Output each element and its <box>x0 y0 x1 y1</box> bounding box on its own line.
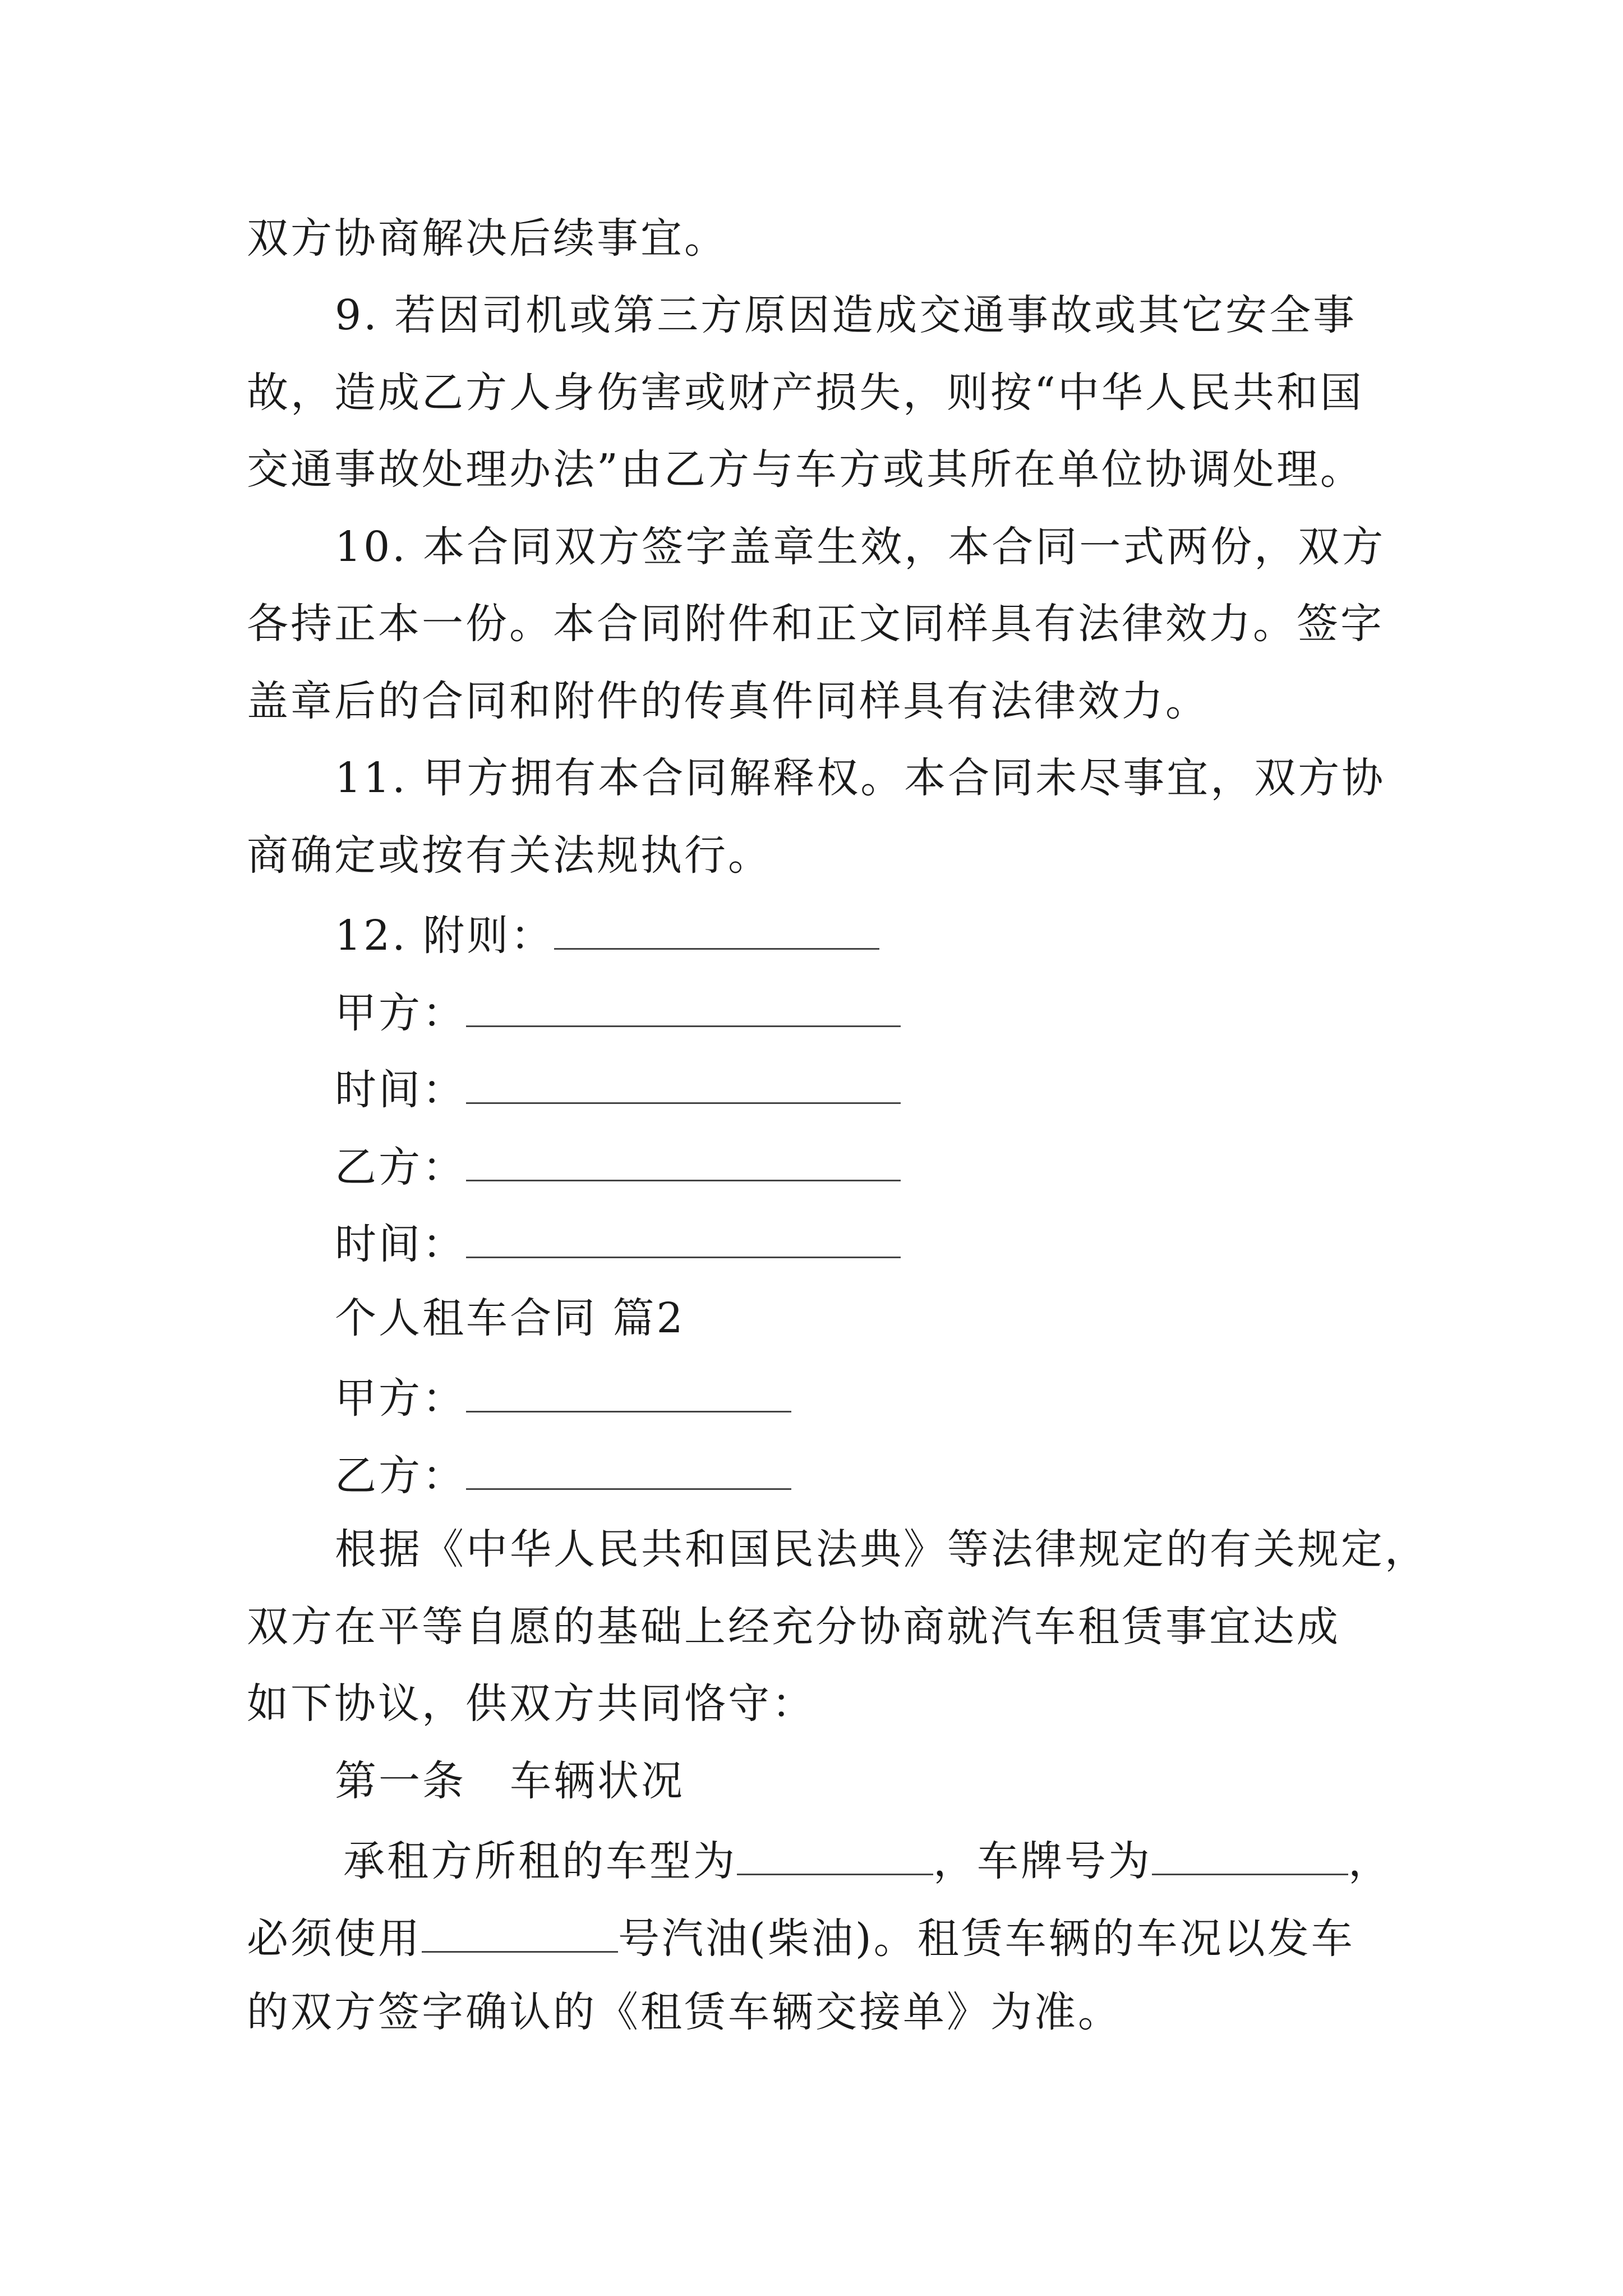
text: 的双方签字确认的《租赁车辆交接单》为准。 <box>247 1988 1122 2036</box>
text: 时间： <box>335 1220 466 1268</box>
party-a-line <box>335 1367 791 1427</box>
clause-10-line-1 <box>335 519 1385 575</box>
text: 必须使用 <box>247 1915 422 1963</box>
text: 乙方： <box>335 1143 466 1191</box>
time-line <box>335 1059 901 1118</box>
party-a-line <box>335 982 901 1041</box>
fill-blank <box>1152 1830 1348 1875</box>
text: 第一条 车辆状况 <box>335 1757 685 1805</box>
text: 双方在平等自愿的基础上经充分协商就汽车租赁事宜达成 <box>247 1603 1340 1651</box>
fill-blank <box>422 1907 618 1953</box>
text: 12. 附则： <box>335 912 555 960</box>
preamble-line-1 <box>335 1521 1428 1577</box>
text: 故，造成乙方人身伤害或财产损失，则按“中华人民共和国 <box>247 369 1364 417</box>
text: ，车牌号为 <box>933 1837 1152 1885</box>
party-b-line <box>335 1444 791 1504</box>
text: ， <box>1348 1837 1392 1885</box>
preamble-line-3 <box>247 1676 815 1732</box>
text: 根据《中华人民共和国民法典》等法律规定的有关规定， <box>335 1525 1428 1573</box>
fill-blank <box>466 1444 791 1490</box>
text: 盖章后的合同和附件的传真件同样具有法律效力。 <box>247 677 1209 725</box>
fill-blank <box>466 1213 901 1258</box>
preamble-line-2 <box>247 1599 1340 1655</box>
text: 交通事故处理办法”由乙方与车方或其所在单位协调处理。 <box>247 445 1364 494</box>
text: 商确定或按有关法规执行。 <box>247 831 772 880</box>
clause-9-line-3 <box>247 441 1364 498</box>
paragraph-line <box>247 210 728 266</box>
section-heading <box>335 1290 685 1346</box>
article-1-line-3 <box>247 1984 1122 2040</box>
clause-9-line-1 <box>335 287 1357 343</box>
party-b-line <box>335 1136 901 1195</box>
text: 时间： <box>335 1066 466 1114</box>
text: 11. 甲方拥有本合同解释权。本合同未尽事宜，双方协 <box>335 754 1386 802</box>
clause-12-appendix <box>335 904 879 964</box>
text: 10. 本合同双方签字盖章生效，本合同一式两份，双方 <box>335 523 1386 571</box>
clause-11-line-2 <box>247 827 772 884</box>
fill-blank <box>466 1367 791 1412</box>
clause-10-line-2 <box>247 596 1384 652</box>
text: 甲方： <box>335 1374 466 1423</box>
text: 个人租车合同 篇2 <box>335 1294 685 1342</box>
text: 双方协商解决后续事宜。 <box>247 214 728 263</box>
article-1-heading <box>335 1753 685 1809</box>
fill-blank <box>554 904 879 950</box>
time-line <box>335 1213 901 1272</box>
clause-11-line-1 <box>335 750 1385 806</box>
text: 承租方所租的车型为 <box>343 1837 737 1885</box>
fill-blank <box>737 1830 933 1875</box>
text: 乙方： <box>335 1452 466 1500</box>
text: 如下协议，供双方共同恪守： <box>247 1680 815 1728</box>
text: 9. 若因司机或第三方原因造成交通事故或其它安全事 <box>335 291 1357 339</box>
clause-9-line-2 <box>247 365 1364 421</box>
article-1-line-1 <box>343 1830 1392 1889</box>
fill-blank <box>466 1059 901 1104</box>
clause-10-line-3 <box>247 673 1209 729</box>
fill-blank <box>466 1136 901 1181</box>
text: 各持正本一份。本合同附件和正文同样具有法律效力。签字 <box>247 600 1384 648</box>
text: 号汽油(柴油)。租赁车辆的车况以发车 <box>618 1915 1355 1963</box>
article-1-line-2 <box>247 1907 1355 1967</box>
fill-blank <box>466 982 901 1027</box>
text: 甲方： <box>335 989 466 1037</box>
